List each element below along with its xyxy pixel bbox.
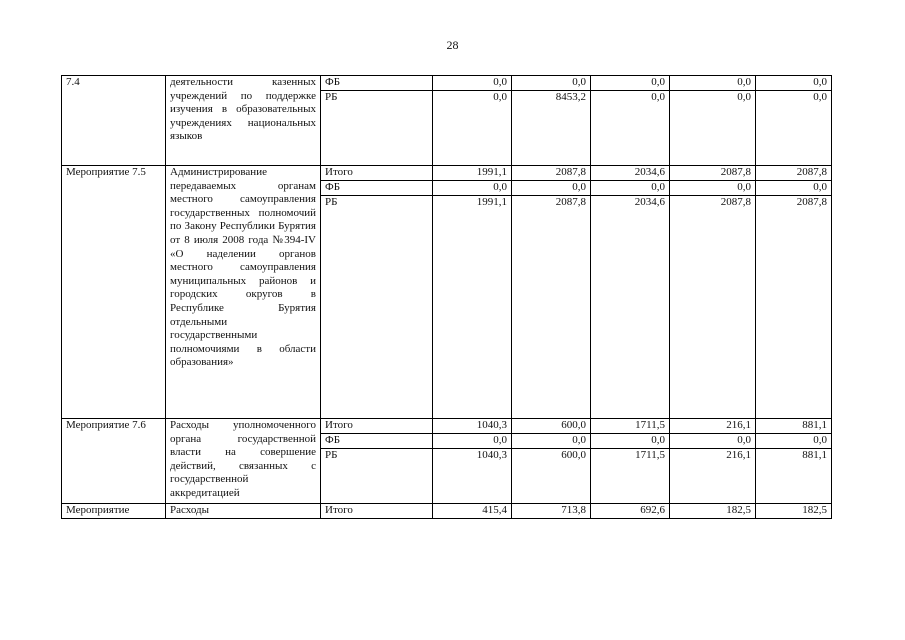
amount-cell: 1711,5 — [591, 419, 670, 434]
activity-code: Мероприятие — [62, 504, 166, 519]
amount-cell: 2087,8 — [670, 196, 756, 419]
amount-cell: 2087,8 — [756, 196, 832, 419]
amount-cell: 2087,8 — [512, 166, 591, 181]
funding-source: РБ — [321, 449, 433, 504]
amount-cell: 415,4 — [433, 504, 512, 519]
amount-cell: 2034,6 — [591, 196, 670, 419]
amount-cell: 0,0 — [756, 181, 832, 196]
amount-cell: 713,8 — [512, 504, 591, 519]
amount-cell: 0,0 — [670, 181, 756, 196]
amount-cell: 0,0 — [433, 434, 512, 449]
amount-cell: 182,5 — [670, 504, 756, 519]
activity-description: деятельности казенных учреждений по поддержке изучения в образовательных учреждениях национальных языков — [166, 76, 321, 166]
amount-cell: 1991,1 — [433, 166, 512, 181]
amount-cell: 0,0 — [512, 76, 591, 91]
budget-table — [61, 75, 832, 519]
amount-cell: 0,0 — [670, 91, 756, 166]
amount-cell: 0,0 — [512, 181, 591, 196]
activity-description: Администрирование передаваемых органам местного самоуправления государственных полномочий по Закону Республики Бурятия от 8 июля 2008 года №394-IV «О наделении органов местного самоуправления муниципальных районов и городских округов в Республике Бурятия отдельными государственными полномочиями в области образования» — [166, 166, 321, 419]
funding-source: Итого — [321, 504, 433, 519]
funding-source: РБ — [321, 196, 433, 419]
amount-cell: 216,1 — [670, 419, 756, 434]
amount-cell: 1991,1 — [433, 196, 512, 419]
amount-cell: 0,0 — [670, 76, 756, 91]
amount-cell: 0,0 — [433, 91, 512, 166]
funding-source: Итого — [321, 419, 433, 434]
amount-cell: 2087,8 — [670, 166, 756, 181]
amount-cell: 0,0 — [591, 76, 670, 91]
activity-code: Мероприятие 7.6 — [62, 419, 166, 504]
amount-cell: 0,0 — [433, 76, 512, 91]
activity-description: Расходы — [166, 504, 321, 519]
amount-cell: 2087,8 — [512, 196, 591, 419]
amount-cell: 0,0 — [591, 434, 670, 449]
funding-source: РБ — [321, 91, 433, 166]
amount-cell: 1711,5 — [591, 449, 670, 504]
amount-cell: 600,0 — [512, 449, 591, 504]
table-row — [62, 166, 832, 181]
funding-source: Итого — [321, 166, 433, 181]
amount-cell: 0,0 — [756, 91, 832, 166]
amount-cell: 881,1 — [756, 449, 832, 504]
amount-cell: 881,1 — [756, 419, 832, 434]
activity-description: Расходы уполномоченного органа государственной власти на совершение действий, связанных с государственной аккредитацией — [166, 419, 321, 504]
amount-cell: 0,0 — [512, 434, 591, 449]
amount-cell: 0,0 — [670, 434, 756, 449]
amount-cell: 0,0 — [756, 434, 832, 449]
activity-code: 7.4 — [62, 76, 166, 166]
amount-cell: 8453,2 — [512, 91, 591, 166]
funding-source: ФБ — [321, 181, 433, 196]
amount-cell: 600,0 — [512, 419, 591, 434]
amount-cell: 0,0 — [756, 76, 832, 91]
amount-cell: 182,5 — [756, 504, 832, 519]
activity-code: Мероприятие 7.5 — [62, 166, 166, 419]
funding-source: ФБ — [321, 76, 433, 91]
amount-cell: 0,0 — [591, 181, 670, 196]
amount-cell: 1040,3 — [433, 449, 512, 504]
amount-cell: 216,1 — [670, 449, 756, 504]
amount-cell: 1040,3 — [433, 419, 512, 434]
amount-cell: 0,0 — [591, 91, 670, 166]
amount-cell: 2087,8 — [756, 166, 832, 181]
table-row — [62, 419, 832, 434]
funding-source: ФБ — [321, 434, 433, 449]
table-row — [62, 76, 832, 91]
amount-cell: 2034,6 — [591, 166, 670, 181]
table-row — [62, 504, 832, 519]
amount-cell: 692,6 — [591, 504, 670, 519]
amount-cell: 0,0 — [433, 181, 512, 196]
page-number: 28 — [446, 38, 459, 52]
